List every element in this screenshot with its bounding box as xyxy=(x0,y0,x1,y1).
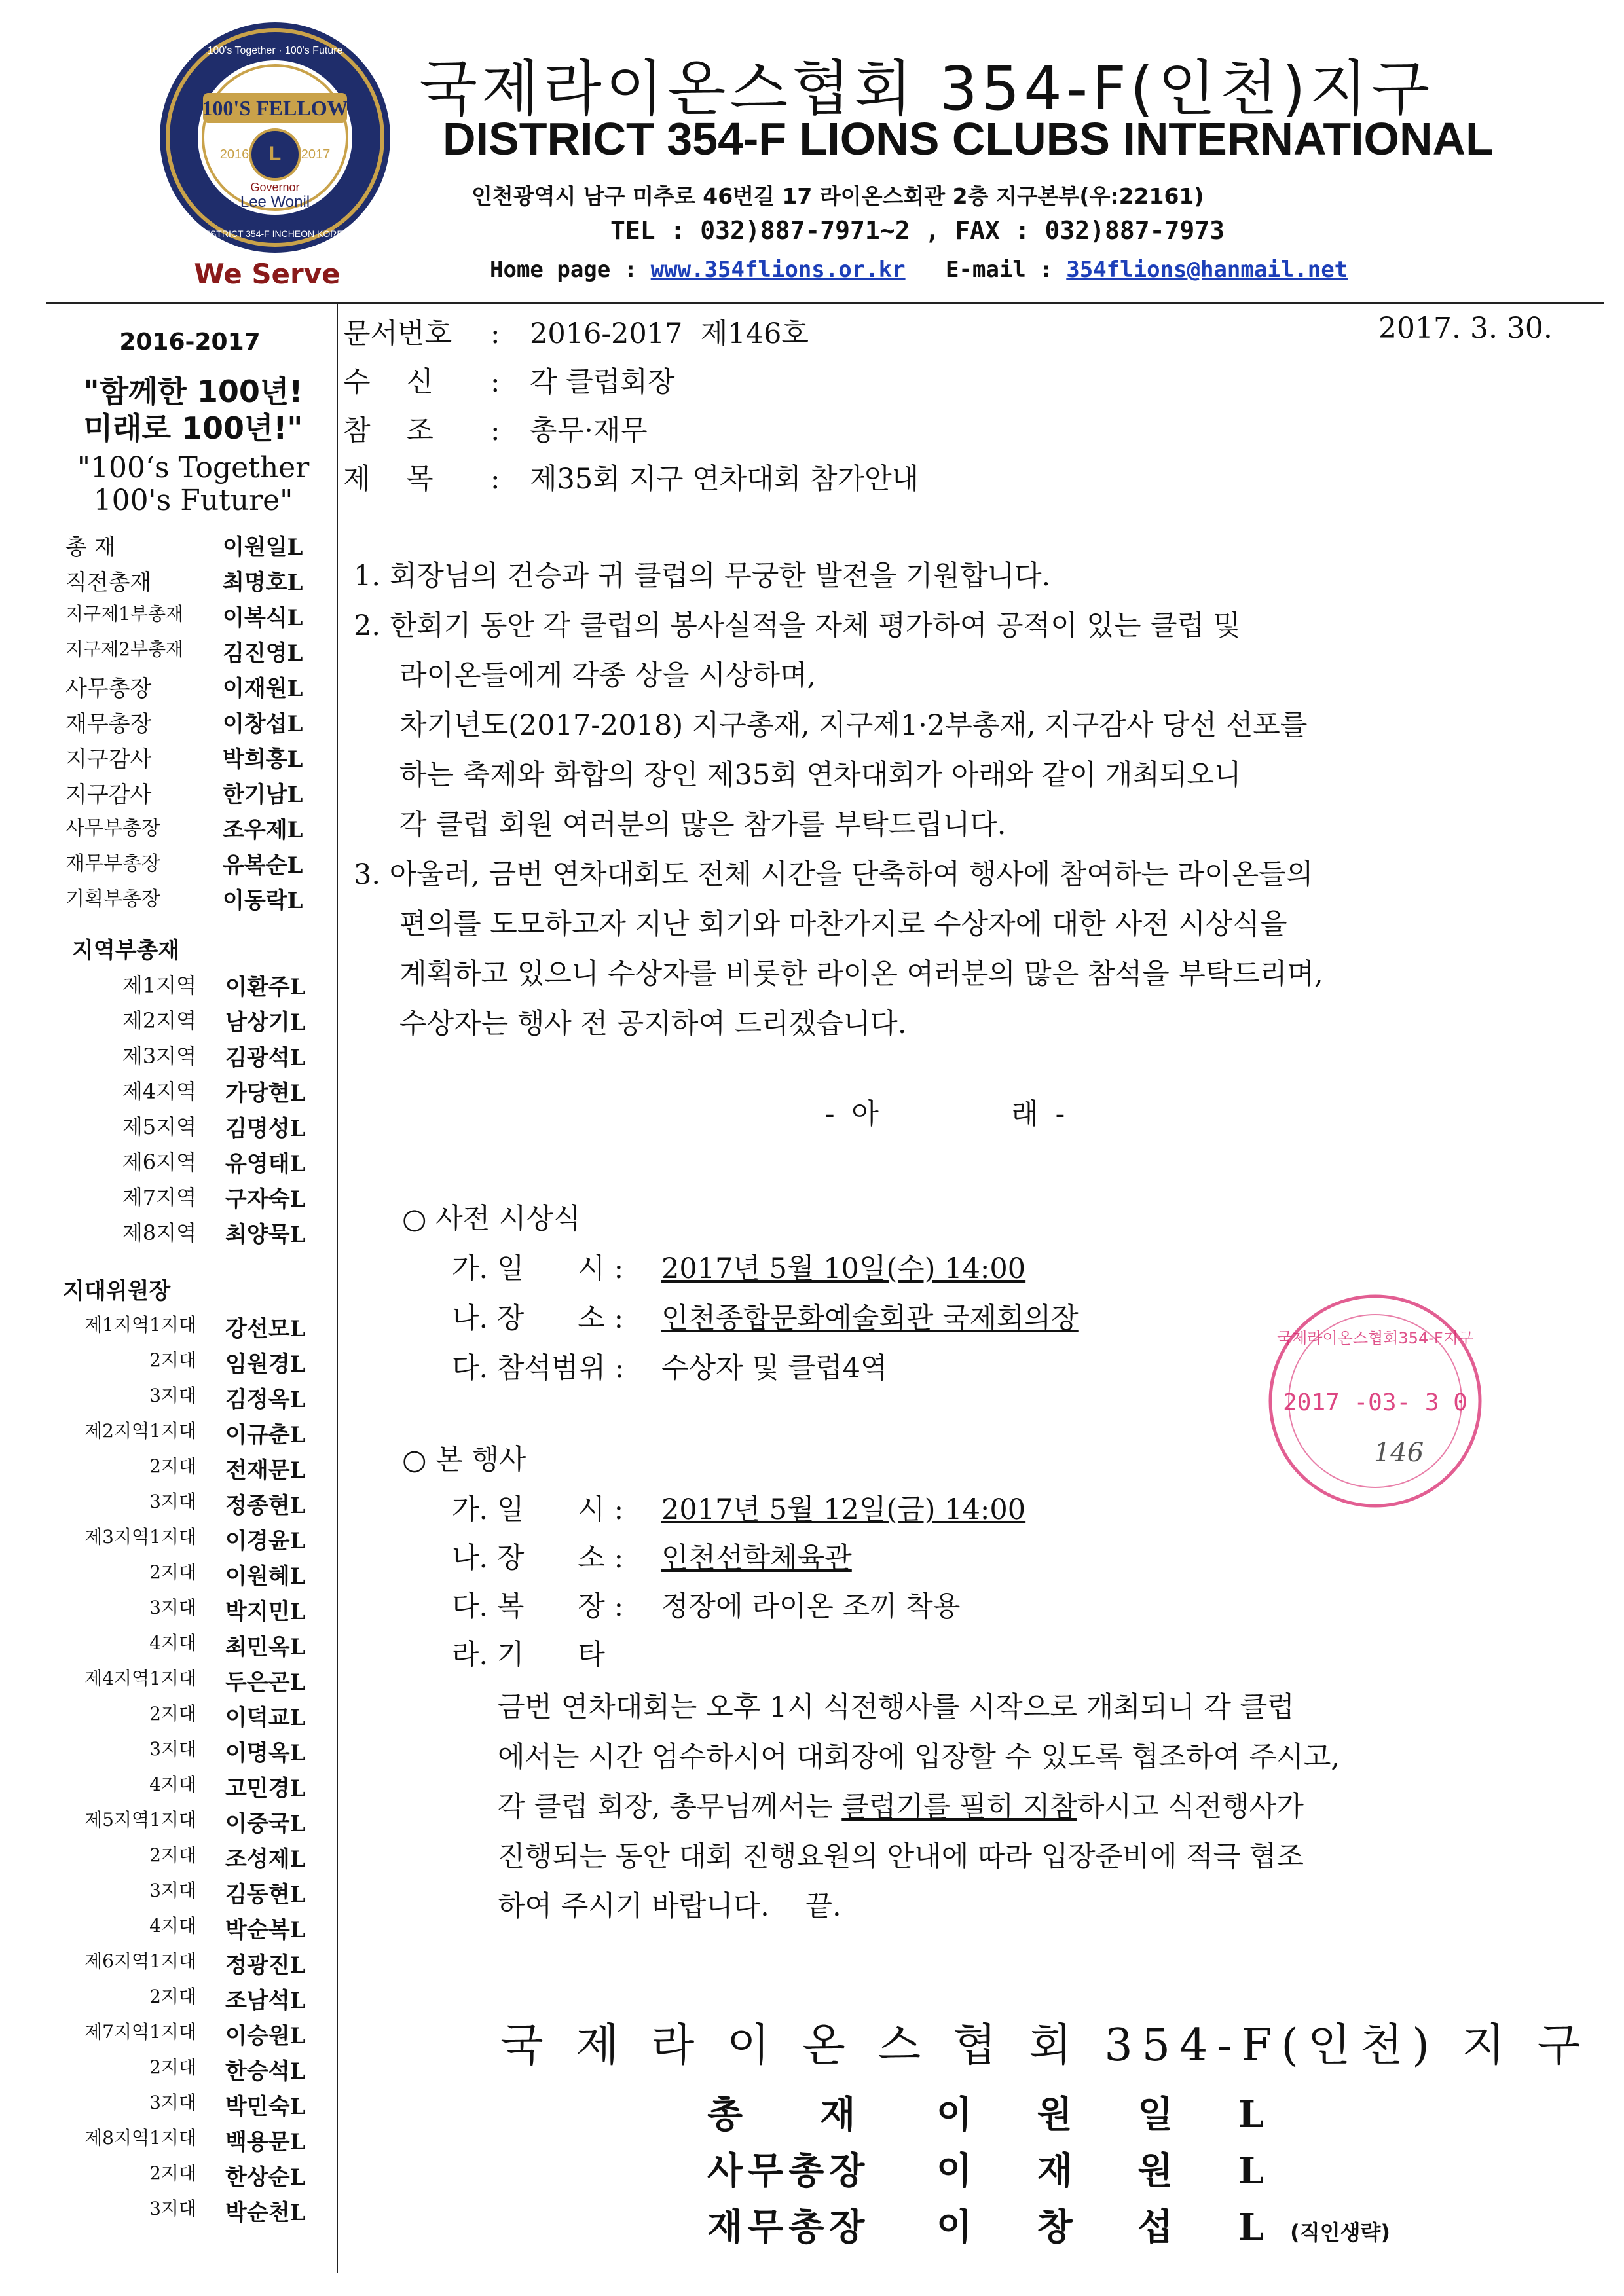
zone-title: 2지대 xyxy=(149,1455,196,1477)
signer-name: 이 재 원 L xyxy=(936,2149,1291,2193)
header-divider xyxy=(46,302,1604,304)
logo-governor-label: Governor xyxy=(250,181,300,194)
zone-title: 3지대 xyxy=(149,1597,196,1618)
zone-name: 박순천L xyxy=(225,2200,306,2226)
email-label: E-mail : xyxy=(946,257,1053,283)
officer-row xyxy=(65,741,314,775)
officer-name: 한기남L xyxy=(223,782,303,808)
email-link[interactable]: 354flions@hanmail.net xyxy=(1066,257,1348,283)
item-label: 다. 복 장 : xyxy=(452,1590,624,1623)
body-line: 라이온들에게 각종 상을 시상하며, xyxy=(399,659,817,692)
officer-row xyxy=(65,706,314,740)
logo-year-right: 2017 xyxy=(301,147,331,162)
body-line: 하는 축제와 화합의 장인 제35회 연차대회가 아래와 같이 개최되오니 xyxy=(399,759,1242,792)
lions-district-logo xyxy=(157,20,393,255)
main-event-item xyxy=(452,1633,661,1673)
logo-year-left: 2016 xyxy=(219,147,249,162)
subject: 제35회 지구 연차대회 참가안내 xyxy=(530,463,919,496)
zone-row xyxy=(65,1346,314,1381)
zone-row xyxy=(65,1770,314,1806)
org-tel-fax: TEL : 032)887-7971~2 , FAX : 032)887-7973 xyxy=(610,216,1225,245)
slogan-line-1: "함께한 100년! xyxy=(83,374,303,409)
zone-row xyxy=(65,2018,314,2053)
body-line: 차기년도(2017-2018) 지구총재, 지구제1·2부총재, 지구감사 당선 선포를 xyxy=(399,709,1308,742)
below-marker: - 아 래 - xyxy=(825,1098,1069,1131)
body-line: 편의를 도모하고자 지난 회기와 마찬가지로 수상자에 대한 사전 시상식을 xyxy=(399,908,1287,941)
item-value: 2017년 5월 12일(금) 14:00 xyxy=(661,1493,1026,1526)
zone-name: 이중국L xyxy=(225,1811,306,1837)
zone-title: 3지대 xyxy=(149,1880,196,1901)
zone-name: 최민옥L xyxy=(225,1634,306,1660)
region-row xyxy=(65,1110,314,1146)
zone-title: 3지대 xyxy=(149,1491,196,1512)
officer-row xyxy=(65,635,314,669)
etc-line xyxy=(498,1782,1572,1832)
zone-name: 전재문L xyxy=(225,1457,306,1484)
zone-name: 이승원L xyxy=(225,2023,306,2049)
region-title: 제3지역 xyxy=(122,1044,196,1068)
logo-banner-text: 100'S FELLOW xyxy=(202,96,348,120)
region-title: 제8지역 xyxy=(122,1220,196,1245)
item-label: 가. 일 시 : xyxy=(452,1493,624,1526)
zone-name: 한상순L xyxy=(225,2164,306,2191)
doc-number-label: 문서번호 xyxy=(343,318,452,350)
officer-row xyxy=(65,600,314,634)
zone-row xyxy=(65,1912,314,1947)
officer-title: 지구감사 xyxy=(65,746,152,773)
body-line: 각 클럽 회원 여러분의 많은 참가를 부탁드립니다. xyxy=(399,809,1006,841)
item-value: 수상자 및 클럽4역 xyxy=(661,1352,888,1385)
colon: : xyxy=(490,366,500,399)
zone-row xyxy=(65,1523,314,1558)
signer-title: 사무총장 xyxy=(707,2150,870,2193)
officer-name: 유복순L xyxy=(223,852,303,879)
recipient-label: 수 신 xyxy=(343,366,434,399)
zone-name: 한승석L xyxy=(225,2058,306,2085)
signature-org: 국 제 라 이 온 스 협 회 354-F(인천) 지 구 xyxy=(500,2020,1590,2071)
svg-text:L: L xyxy=(268,143,282,164)
slogan-eng-line-2: 100's Future" xyxy=(93,484,293,517)
zone-title: 2지대 xyxy=(149,1986,196,2007)
officer-name: 김진영L xyxy=(223,640,303,666)
officer-row xyxy=(65,847,314,881)
letter-body xyxy=(354,551,1585,1049)
zone-title: 제7지역1지대 xyxy=(84,2021,196,2043)
etc-line: 진행되는 동안 대회 진행요원의 안내에 따라 입장준비에 적극 협조 xyxy=(498,1840,1304,1873)
signature-row xyxy=(707,2142,1290,2195)
zone-row xyxy=(65,1876,314,1912)
zone-title: 2지대 xyxy=(149,2056,196,2078)
zone-title: 3지대 xyxy=(149,2092,196,2113)
zone-title: 제4지역1지대 xyxy=(84,1667,196,1689)
officer-name: 박희홍L xyxy=(223,746,303,773)
officer-title: 재무총장 xyxy=(65,711,152,737)
officer-title: 사무총장 xyxy=(65,676,152,702)
region-name: 남상기L xyxy=(225,1010,306,1036)
zone-title: 3지대 xyxy=(149,1738,196,1760)
officer-title: 총 재 xyxy=(65,534,116,560)
region-row xyxy=(65,1216,314,1252)
region-title: 제4지역 xyxy=(122,1079,196,1104)
sidebar-slogan-korean xyxy=(52,373,334,446)
zone-name: 김정옥L xyxy=(225,1387,306,1413)
etc-line-part: 각 클럽 회장, 총무님께서는 xyxy=(498,1791,842,1823)
zone-title: 제2지역1지대 xyxy=(84,1420,196,1442)
zone-name: 조성제L xyxy=(225,1846,306,1872)
zone-row xyxy=(65,1629,314,1664)
zone-row xyxy=(65,1947,314,1982)
main-event-item xyxy=(452,1487,1025,1527)
region-name: 이환주L xyxy=(225,974,306,1000)
region-title: 제6지역 xyxy=(122,1150,196,1175)
item-value: 정장에 라이온 조끼 착용 xyxy=(661,1590,961,1623)
officer-title: 기획부총장 xyxy=(65,888,160,911)
officer-title: 지구감사 xyxy=(65,782,152,808)
officer-row xyxy=(65,670,314,704)
region-title: 제1지역 xyxy=(122,973,196,998)
officer-name: 이원일L xyxy=(223,534,303,560)
officer-title: 지구제1부총재 xyxy=(65,603,184,625)
zone-row xyxy=(65,2088,314,2124)
zone-name: 이명옥L xyxy=(225,1740,306,1766)
body-line: 계획하고 있으니 수상자를 비롯한 라이온 여러분의 많은 참석을 부탁드리며, xyxy=(399,958,1323,991)
recipient-row xyxy=(343,360,674,400)
officer-name: 최명호L xyxy=(223,570,303,596)
zone-row xyxy=(65,1982,314,2018)
officer-row xyxy=(65,529,314,563)
zone-row xyxy=(65,1735,314,1770)
org-name-korean: 국제라이온스협회 354-F(인천)지구 xyxy=(419,54,1434,124)
officer-row xyxy=(65,883,314,917)
zone-title: 3지대 xyxy=(149,2198,196,2219)
zone-row xyxy=(65,1664,314,1700)
zone-row xyxy=(65,1487,314,1523)
officer-name: 이동락L xyxy=(223,888,303,914)
body-line: 3. 아울러, 금번 연차대회도 전체 시간을 단축하여 행사에 참여하는 라이온들의 xyxy=(354,858,1314,891)
zone-title: 제5지역1지대 xyxy=(84,1809,196,1831)
homepage-label: Home page : xyxy=(490,257,638,283)
zone-title: 제1지역1지대 xyxy=(84,1314,196,1336)
zone-title: 2지대 xyxy=(149,1561,196,1583)
etc-paragraph xyxy=(498,1683,1572,1931)
doc-number-row xyxy=(343,312,809,352)
regions-heading: 지역부총재 xyxy=(72,938,180,964)
region-name: 유영태L xyxy=(225,1151,306,1177)
main-event-heading: ○ 본 행사 xyxy=(402,1444,526,1476)
sidebar-year: 2016-2017 xyxy=(119,329,261,355)
zone-title: 4지대 xyxy=(149,1632,196,1654)
homepage-link[interactable]: www.354flions.or.kr xyxy=(650,257,906,283)
zone-row xyxy=(65,2195,314,2230)
org-address: 인천광역시 남구 미추로 46번길 17 라이온스회관 2층 지구본부(우:22161) xyxy=(471,183,1204,209)
etc-line: 금번 연차대회는 오후 1시 식전행사를 시작으로 개최되니 각 클럽 xyxy=(498,1691,1295,1724)
officer-row xyxy=(65,812,314,846)
zone-title: 2지대 xyxy=(149,1349,196,1371)
zone-name: 박순복L xyxy=(225,1917,306,1943)
zone-name: 조남석L xyxy=(225,1988,306,2014)
logo-ring-bottom: DISTRICT 354-F INCHEON KOREA xyxy=(200,228,350,239)
colon: : xyxy=(490,414,500,447)
signer-title: 재무총장 xyxy=(707,2206,870,2249)
signature-row xyxy=(707,2198,1390,2251)
zone-name: 김동현L xyxy=(225,1882,306,1908)
sidebar-slogan-english xyxy=(52,452,334,517)
region-name: 구자숙L xyxy=(225,1186,306,1212)
item-value: 2017년 5월 10일(수) 14:00 xyxy=(661,1252,1026,1285)
officer-name: 이재원L xyxy=(223,676,303,702)
region-row xyxy=(65,1004,314,1040)
zone-row xyxy=(65,1700,314,1735)
pre-ceremony-item xyxy=(452,1247,1025,1286)
officer-title: 지구제2부총재 xyxy=(65,638,184,660)
officer-row xyxy=(65,776,314,811)
zone-name: 이덕교L xyxy=(225,1705,306,1731)
region-name: 김명성L xyxy=(225,1116,306,1142)
zone-row xyxy=(65,1806,314,1841)
stamp-top-text: 국제라이온스협회354-F지구 xyxy=(1276,1329,1474,1347)
zone-name: 정광진L xyxy=(225,1952,306,1978)
doc-number: 2016-2017 제146호 xyxy=(530,318,809,350)
zone-row xyxy=(65,1311,314,1346)
pre-ceremony-item xyxy=(452,1346,887,1386)
signature-row xyxy=(707,2086,1290,2138)
doc-date: 2017. 3. 30. xyxy=(1378,312,1553,345)
region-name: 최양묵L xyxy=(225,1222,306,1248)
pre-ceremony-heading: ○ 사전 시상식 xyxy=(402,1203,581,1235)
region-title: 제7지역 xyxy=(122,1185,196,1210)
officer-row xyxy=(65,564,314,598)
sidebar-divider xyxy=(337,302,338,2273)
reference-label: 참 조 xyxy=(343,414,434,447)
zone-row xyxy=(65,2124,314,2159)
item-label: 나. 장 소 : xyxy=(452,1542,624,1575)
region-row xyxy=(65,1146,314,1181)
zone-title: 제6지역1지대 xyxy=(84,1950,196,1972)
zone-title: 2지대 xyxy=(149,1844,196,1866)
stamp-date: 2017 -03- 3 0 xyxy=(1283,1389,1467,1416)
recipient: 각 클럽회장 xyxy=(530,366,675,399)
body-line: 수상자는 행사 전 공지하여 드리겠습니다. xyxy=(399,1008,907,1040)
receipt-stamp xyxy=(1264,1290,1486,1512)
reference-row xyxy=(343,409,648,448)
officer-title: 사무부총장 xyxy=(65,817,160,840)
region-row xyxy=(65,1181,314,1216)
stamp-number: 146 xyxy=(1373,1438,1424,1468)
zone-row xyxy=(65,1452,314,1487)
zone-row xyxy=(65,1558,314,1594)
zone-name: 정종현L xyxy=(225,1493,306,1519)
zones-heading: 지대위원장 xyxy=(63,1278,171,1304)
logo-governor-name: Lee Wonil xyxy=(240,193,310,211)
region-title: 제2지역 xyxy=(122,1008,196,1033)
item-value: 인천선학체육관 xyxy=(661,1542,852,1575)
colon: : xyxy=(490,318,500,350)
zone-name: 이경윤L xyxy=(225,1528,306,1554)
zone-row xyxy=(65,2159,314,2195)
zone-title: 제8지역1지대 xyxy=(84,2127,196,2149)
reference: 총무·재무 xyxy=(530,414,648,447)
signer-name: 이 원 일 L xyxy=(936,2093,1291,2136)
org-contact-line xyxy=(490,257,1348,283)
item-label: 가. 일 시 : xyxy=(452,1252,624,1285)
main-event-item xyxy=(452,1536,852,1576)
zone-row xyxy=(65,2053,314,2088)
region-title: 제5지역 xyxy=(122,1114,196,1139)
zone-name: 고민경L xyxy=(225,1776,306,1802)
item-label: 나. 장 소 : xyxy=(452,1302,624,1335)
subject-row xyxy=(343,457,919,497)
slogan-eng-line-1: "100‘s Together xyxy=(77,451,310,484)
we-serve-motto: We Serve xyxy=(194,258,341,290)
item-label: 라. 기 타 xyxy=(452,1639,605,1671)
etc-line: 하여 주시기 바랍니다. 끝. xyxy=(498,1890,841,1923)
zone-name: 박지민L xyxy=(225,1599,306,1625)
logo-ring-top: 100's Together · 100's Future xyxy=(207,45,343,56)
region-row xyxy=(65,1040,314,1075)
zone-name: 박민숙L xyxy=(225,2094,306,2120)
zone-name: 두은곤L xyxy=(225,1669,306,1696)
zone-name: 임원경L xyxy=(225,1351,306,1377)
pre-ceremony-item xyxy=(452,1296,1079,1336)
item-label: 다. 참석범위 : xyxy=(452,1352,625,1385)
zone-name: 강선모L xyxy=(225,1316,306,1342)
body-line: 2. 한회기 동안 각 클럽의 봉사실적을 자체 평가하여 공적이 있는 클럽 및 xyxy=(354,610,1241,642)
region-name: 김광석L xyxy=(225,1045,306,1071)
region-row xyxy=(65,1075,314,1110)
zone-title: 3지대 xyxy=(149,1385,196,1406)
signer-name: 이 창 섭 L xyxy=(936,2206,1291,2249)
zone-title: 제3지역1지대 xyxy=(84,1526,196,1548)
colon: : xyxy=(490,463,500,496)
region-name: 가당현L xyxy=(225,1080,306,1106)
zone-title: 4지대 xyxy=(149,1915,196,1937)
officer-name: 이복식L xyxy=(223,605,303,631)
main-event-item xyxy=(452,1584,960,1624)
zone-title: 4지대 xyxy=(149,1774,196,1795)
zone-name: 백용문L xyxy=(225,2129,306,2155)
zone-name: 이원혜L xyxy=(225,1563,306,1590)
zone-row xyxy=(65,1841,314,1876)
seal-omitted-note: (직인생략) xyxy=(1290,2220,1391,2245)
zone-row xyxy=(65,1381,314,1417)
zone-name: 이규춘L xyxy=(225,1422,306,1448)
item-value: 인천종합문화예술회관 국제회의장 xyxy=(661,1302,1079,1335)
officer-name: 조우제L xyxy=(223,817,303,843)
zone-row xyxy=(65,1417,314,1452)
zone-title: 2지대 xyxy=(149,2162,196,2184)
etc-line: 에서는 시간 엄수하시어 대회장에 입장할 수 있도록 협조하여 주시고, xyxy=(498,1741,1340,1774)
zone-row xyxy=(65,1594,314,1629)
officer-name: 이창섭L xyxy=(223,711,303,737)
zone-title: 2지대 xyxy=(149,1703,196,1724)
region-row xyxy=(65,969,314,1004)
officer-title: 재무부총장 xyxy=(65,852,160,875)
org-name-english: DISTRICT 354-F LIONS CLUBS INTERNATIONAL xyxy=(443,113,1494,164)
subject-label: 제 목 xyxy=(343,463,434,496)
bring-club-flag-text: 클럽기를 필히 지참 xyxy=(841,1791,1077,1823)
etc-line-part: 하시고 식전행사가 xyxy=(1077,1791,1304,1823)
signer-title: 총 재 xyxy=(707,2094,861,2136)
body-line: 1. 회장님의 건승과 귀 클럽의 무궁한 발전을 기원합니다. xyxy=(354,560,1051,592)
officer-title: 직전총재 xyxy=(65,570,152,596)
slogan-line-2: 미래로 100년!" xyxy=(83,410,303,446)
